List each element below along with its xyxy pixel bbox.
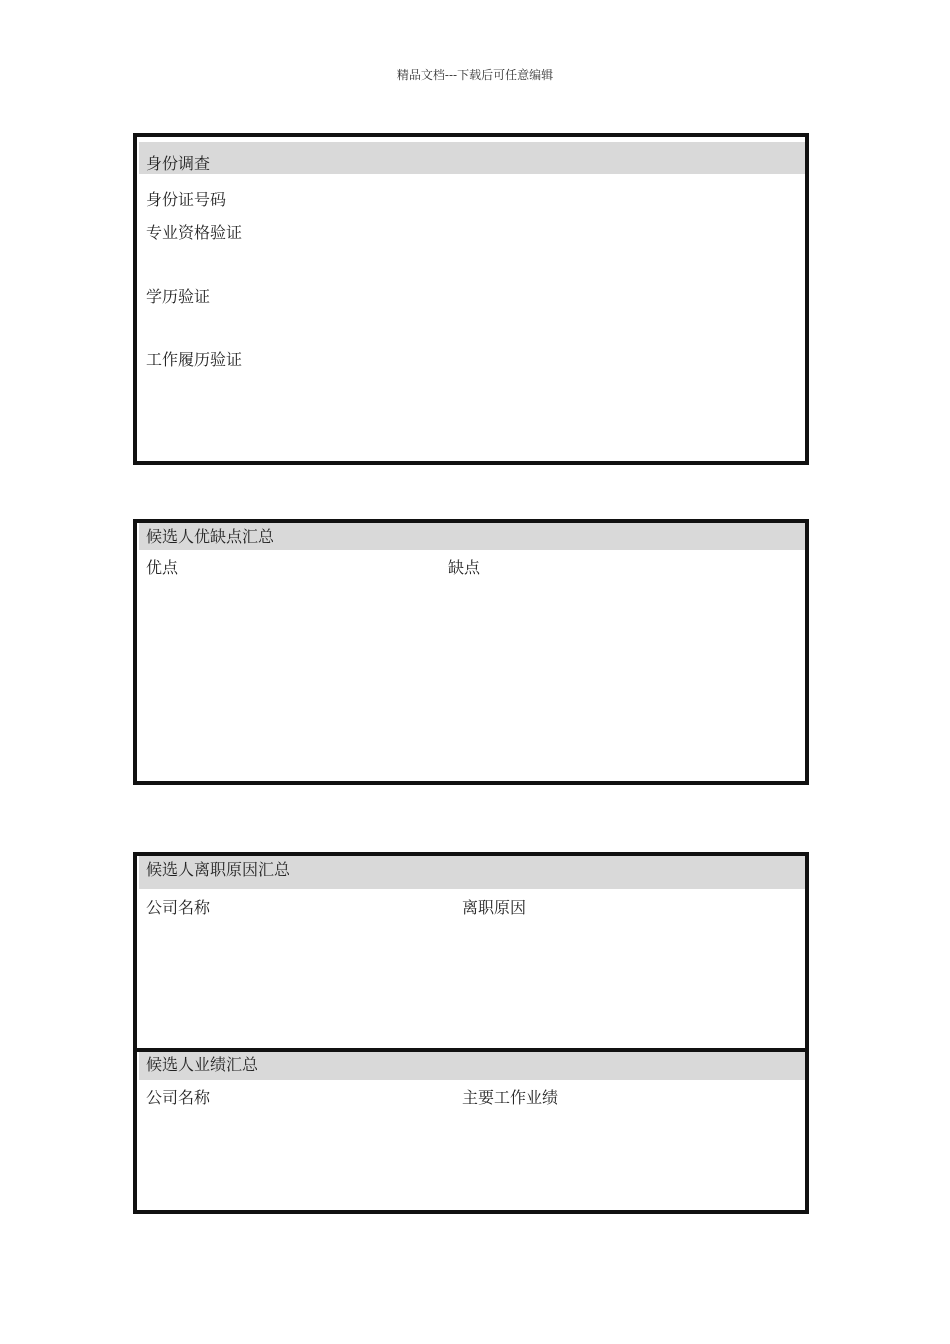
professional-qualification-label: 专业资格验证 [146,223,243,242]
identity-check-title: 身份调查 [146,154,211,173]
leave-performance-section [133,852,809,1214]
leave-reasons-title: 候选人离职原因汇总 [146,860,291,879]
performance-achievement-label: 主要工作业绩 [462,1088,559,1107]
cons-label: 缺点 [448,558,481,577]
pros-cons-title-bar [139,523,805,550]
page-header: 精品文档---下载后可任意编辑 [396,68,554,82]
leave-reasons-title-bar [139,856,805,889]
pros-label: 优点 [146,558,179,577]
leave-reason-label: 离职原因 [462,898,527,917]
work-history-verification-label: 工作履历验证 [146,350,243,369]
leave-company-label: 公司名称 [146,898,211,917]
pros-cons-title: 候选人优缺点汇总 [146,527,275,546]
id-number-label: 身份证号码 [146,190,227,209]
performance-company-label: 公司名称 [146,1088,211,1107]
performance-title: 候选人业绩汇总 [146,1055,259,1074]
identity-check-section [133,133,809,465]
pros-cons-section [133,519,809,785]
identity-check-title-bar [139,142,805,174]
education-verification-label: 学历验证 [146,287,211,306]
performance-title-bar [139,1052,805,1080]
